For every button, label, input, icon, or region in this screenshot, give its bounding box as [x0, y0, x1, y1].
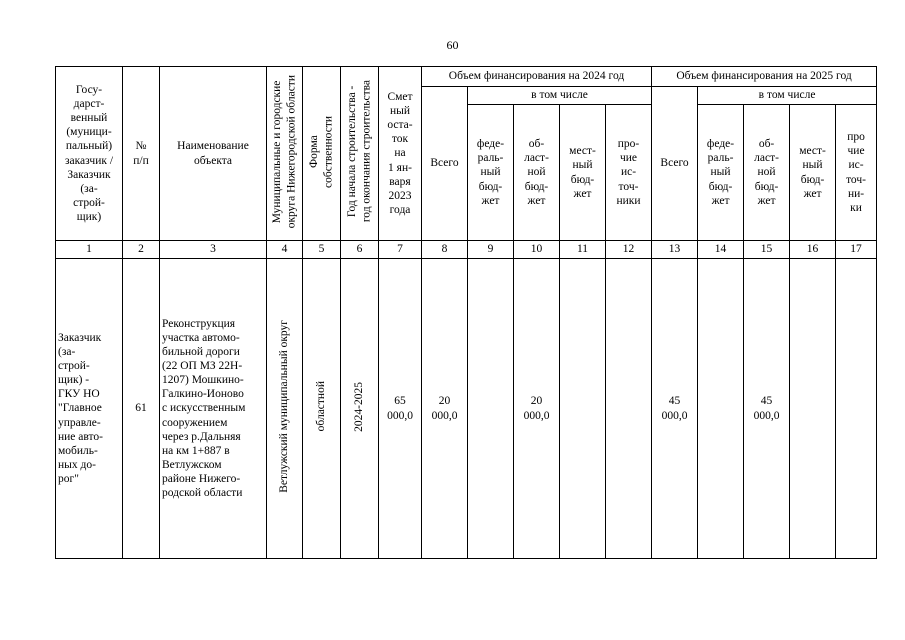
- header-federal-2024: феде- раль- ный бюд- жет: [468, 105, 514, 241]
- cell-local-2025: [790, 259, 836, 559]
- col-number: 3: [160, 241, 267, 259]
- cell-federal-2025: [698, 259, 744, 559]
- header-years: Год начала строительства - год окончания строительства: [341, 67, 379, 241]
- header-ownership: Форма собственности: [303, 67, 341, 241]
- col-number: 2: [123, 241, 160, 259]
- cell-other-2025: [836, 259, 877, 559]
- cell-customer: Заказчик (за- строй- щик) - ГКУ НО "Главное управле- ние авто- мобиль- ных до- рог": [56, 259, 123, 559]
- cell-years: 2024-2025: [341, 259, 379, 559]
- cell-regional-2024: 20 000,0: [514, 259, 560, 559]
- cell-municipality: Ветлужский муниципальный округ: [267, 259, 303, 559]
- cell-ownership: областной: [303, 259, 341, 559]
- header-total-2025: Всего: [652, 87, 698, 241]
- header-other-2025: про чие ис- точ- ни- ки: [836, 105, 877, 241]
- header-municipality: Муниципальные и городские округа Нижегородской области: [267, 67, 303, 241]
- col-number: 13: [652, 241, 698, 259]
- col-number: 12: [606, 241, 652, 259]
- col-number: 4: [267, 241, 303, 259]
- cell-federal-2024: [468, 259, 514, 559]
- col-number: 14: [698, 241, 744, 259]
- header-federal-2025: феде- раль- ный бюд- жет: [698, 105, 744, 241]
- header-fin-2024: Объем финансирования на 2024 год: [422, 67, 652, 87]
- col-number: 9: [468, 241, 514, 259]
- header-estimate: Смет ный оста- ток на 1 ян- варя 2023 года: [379, 67, 422, 241]
- cell-total-2025: 45 000,0: [652, 259, 698, 559]
- col-number: 1: [56, 241, 123, 259]
- col-number: 17: [836, 241, 877, 259]
- header-incl-2024: в том числе: [468, 87, 652, 105]
- header-fin-2025: Объем финансирования на 2025 год: [652, 67, 877, 87]
- col-number: 8: [422, 241, 468, 259]
- header-num: № п/п: [123, 67, 160, 241]
- cell-total-2024: 20 000,0: [422, 259, 468, 559]
- cell-other-2024: [606, 259, 652, 559]
- header-regional-2024: об- ласт- ной бюд- жет: [514, 105, 560, 241]
- col-number: 10: [514, 241, 560, 259]
- page-number: 60: [446, 38, 459, 52]
- col-number: 11: [560, 241, 606, 259]
- header-total-2024: Всего: [422, 87, 468, 241]
- cell-estimate: 65 000,0: [379, 259, 422, 559]
- col-number: 15: [744, 241, 790, 259]
- cell-object-name: Реконструкция участка автомо- бильной дороги (22 ОП МЗ 22Н- 1207) Мошкино- Галкино-Ионово с искусственным сооружением через р.Дальняя на км 1+887 в Ветлужском районе Нижего- родской области: [160, 259, 267, 559]
- header-local-2024: мест- ный бюд- жет: [560, 105, 606, 241]
- financing-table: [55, 66, 877, 559]
- cell-regional-2025: 45 000,0: [744, 259, 790, 559]
- header-customer: Госу- дарст- венный (муници- пальный) заказчик / Заказчик (за- строй- щик): [56, 67, 123, 241]
- header-object-name: Наименование объекта: [160, 67, 267, 241]
- col-number: 7: [379, 241, 422, 259]
- header-row-1: [56, 67, 877, 87]
- cell-num: 61: [123, 259, 160, 559]
- col-number: 5: [303, 241, 341, 259]
- column-numbers-row: [56, 241, 877, 259]
- header-regional-2025: об- ласт- ной бюд- жет: [744, 105, 790, 241]
- header-local-2025: мест- ный бюд- жет: [790, 105, 836, 241]
- col-number: 16: [790, 241, 836, 259]
- cell-local-2024: [560, 259, 606, 559]
- header-incl-2025: в том числе: [698, 87, 877, 105]
- table-row: [56, 259, 877, 559]
- header-other-2024: про- чие ис- точ- ники: [606, 105, 652, 241]
- col-number: 6: [341, 241, 379, 259]
